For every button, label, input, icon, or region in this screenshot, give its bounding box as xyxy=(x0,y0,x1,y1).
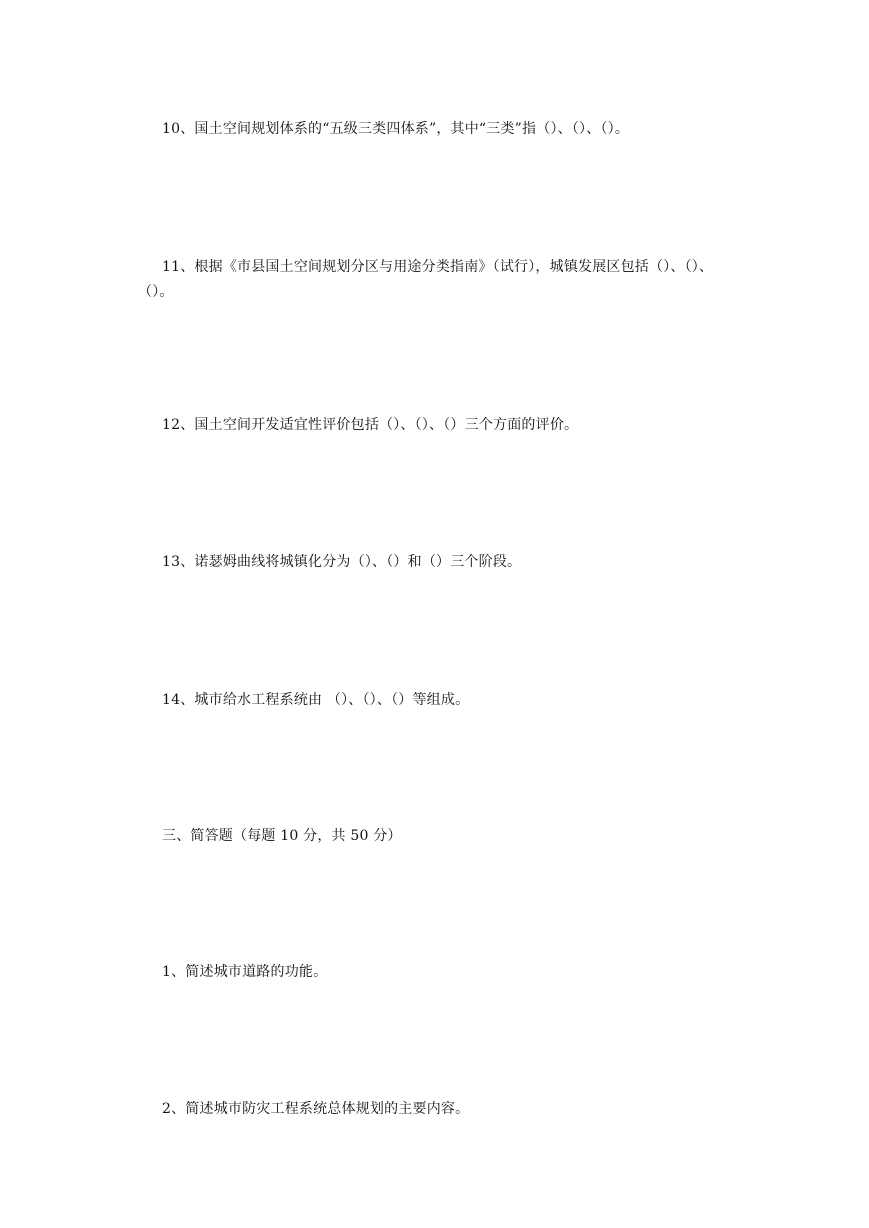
fill-blank-question-11: 11、根据《市县国土空间规划分区与用途分类指南》（试行），城镇发展区包括（）、（）、（）。 xyxy=(138,259,714,300)
fill-blank-question-13: 13、诺瑟姆曲线将城镇化分为（）、（）和（）三个阶段。 xyxy=(162,554,522,570)
fill-blank-question-12: 12、国土空间开发适宜性评价包括（）、（）、（）三个方面的评价。 xyxy=(162,417,579,433)
fill-blank-question-10: 10、国土空间规划体系的“五级三类四体系”，其中“三类”指（）、（）、（）。 xyxy=(162,121,630,137)
fill-blank-question-14: 14、城市给水工程系统由 （）、（）、（）等组成。 xyxy=(162,692,470,708)
short-answer-question-1: 1、简述城市道路的功能。 xyxy=(162,964,328,980)
section-heading-short-answer: 三、简答题（每题 10 分，共 50 分） xyxy=(162,828,402,844)
short-answer-question-2: 2、简述城市防灾工程系统总体规划的主要内容。 xyxy=(162,1101,470,1117)
